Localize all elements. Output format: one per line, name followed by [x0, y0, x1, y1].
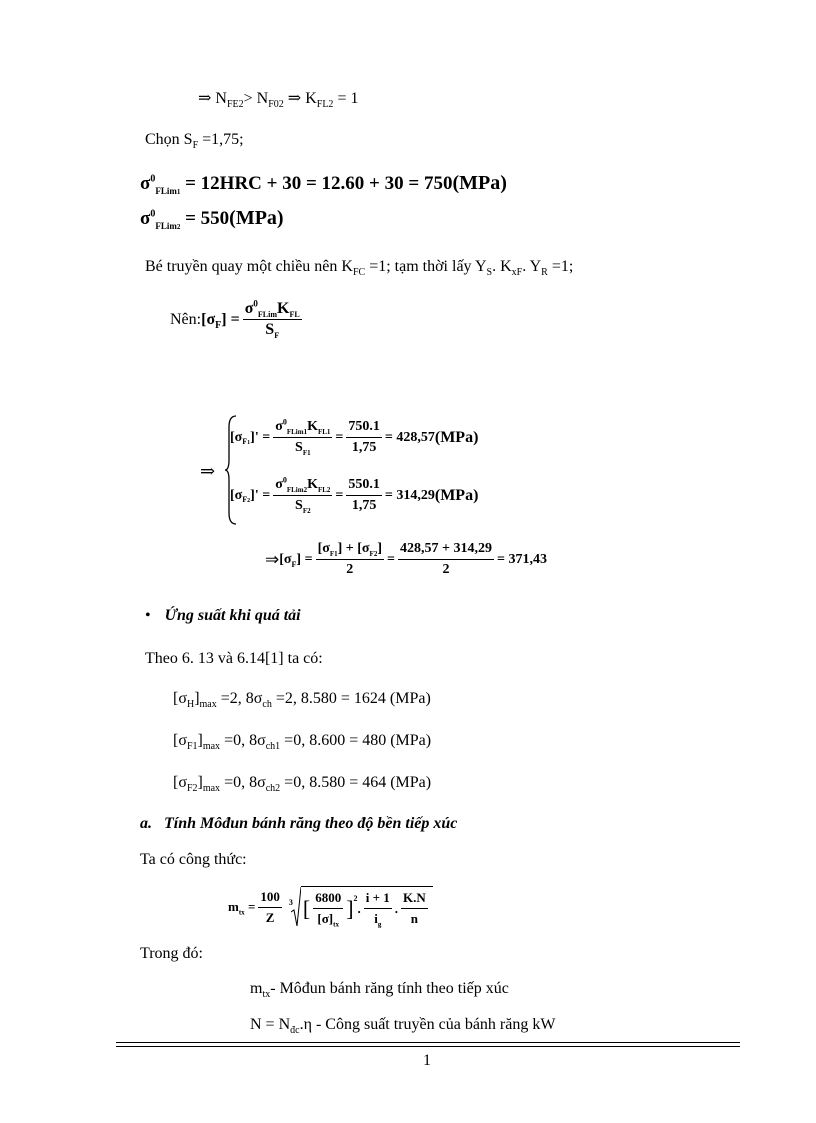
bullet-icon: • — [145, 607, 151, 624]
theo-line: Theo 6. 13 và 6.14[1] ta có: — [145, 650, 323, 667]
definition-mtx: $m_{tx}-$ Môđun bánh răng tính theo tiếp xúc — [250, 980, 509, 1001]
overload-h: $[\sigma_H]_{max} =2$, $8\sigma_{ch} =2$, 8.580 = 1624 (MPa) — [173, 690, 431, 711]
system-row-2: $[\sigma_{F2}]'$ = $\frac{\sigma^0_{FLim2}K_{FL2}}{S_{F2}}$ = $\frac{550.1}{1,75}$ = 314,29 (MPa) — [230, 475, 479, 515]
definition-n: $N = N_{đc}.\eta$ - Công suất truyền của bánh răng kW — [250, 1016, 556, 1037]
where-label: Trong đó: — [140, 945, 203, 962]
average-stress-formula: ⇒ $[\sigma_F]$ = $\frac{[\sigma_{F1}] + [\sigma_{F2}]}{2}$ = $\frac{428,57 + 314,29}{2}$ = 371,43 — [265, 541, 547, 577]
root-icon — [291, 886, 301, 928]
system-arrow: ⇒ — [200, 461, 216, 481]
footer-rule-top — [116, 1042, 740, 1043]
page-number: 1 — [423, 1052, 431, 1069]
section-a-heading: a. Tính Môđun bánh răng theo độ bền tiếp xúc — [140, 815, 458, 832]
module-formula: $m_{tx}$ = $\frac{100}{Z}$ $^3$ [ $\frac{6800}{[\sigma]_{tx}}$ ] $^2$ . $\frac{i + 1}{i_g}$ . $\frac{K.N}{n}$ — [228, 886, 433, 928]
system-row-1: $[\sigma_{F1}]'$ = $\frac{\sigma^0_{FLim1}K_{FL1}}{S_{F1}}$ = $\frac{750.1}{1,75}$ = 428,57 (MPa) — [230, 417, 479, 457]
transmission-note: Bé truyền quay một chiều nên $K_{FC} =1$; tạm thời lấy $Y_S$. $K_{xF}$. $Y_R =1$; — [145, 258, 574, 279]
footer-rule-bottom — [116, 1046, 740, 1047]
overload-f2: $[\sigma_{F2}]_{max} =0$, $8\sigma_{ch2} =0$, 8.580 = 464 (MPa) — [173, 774, 432, 795]
overload-bullet — [145, 607, 301, 625]
allowable-stress-formula: Nên: $[\sigma_F]$ = $\frac{\sigma^0_{FLim}K_{FL}}{S_F}$ — [170, 298, 300, 341]
sigma-flim1-formula: $\sigma^0_{FLim1} = 12HRC + 30 = 12.60 + 30 = 750(MPa)$ — [140, 172, 507, 196]
section-heading: Ứng suất khi quá tải — [164, 607, 301, 624]
choose-sf-line: Chọn $S_F =1,75$; — [145, 131, 244, 152]
formula-intro: Ta có công thức: — [140, 851, 247, 868]
sigma-flim2-formula: $\sigma^0_{FLim2} = 550(MPa)$ — [140, 207, 284, 231]
overload-f1: $[\sigma_{F1}]_{max} =0$, $8\sigma_{ch1} =0$, 8.600 = 480 (MPa) — [173, 732, 432, 753]
implication-line: ⇒ $N_{FE2}> N_{F02}$ ⇒ $K_{FL2} = 1$ — [198, 90, 359, 111]
